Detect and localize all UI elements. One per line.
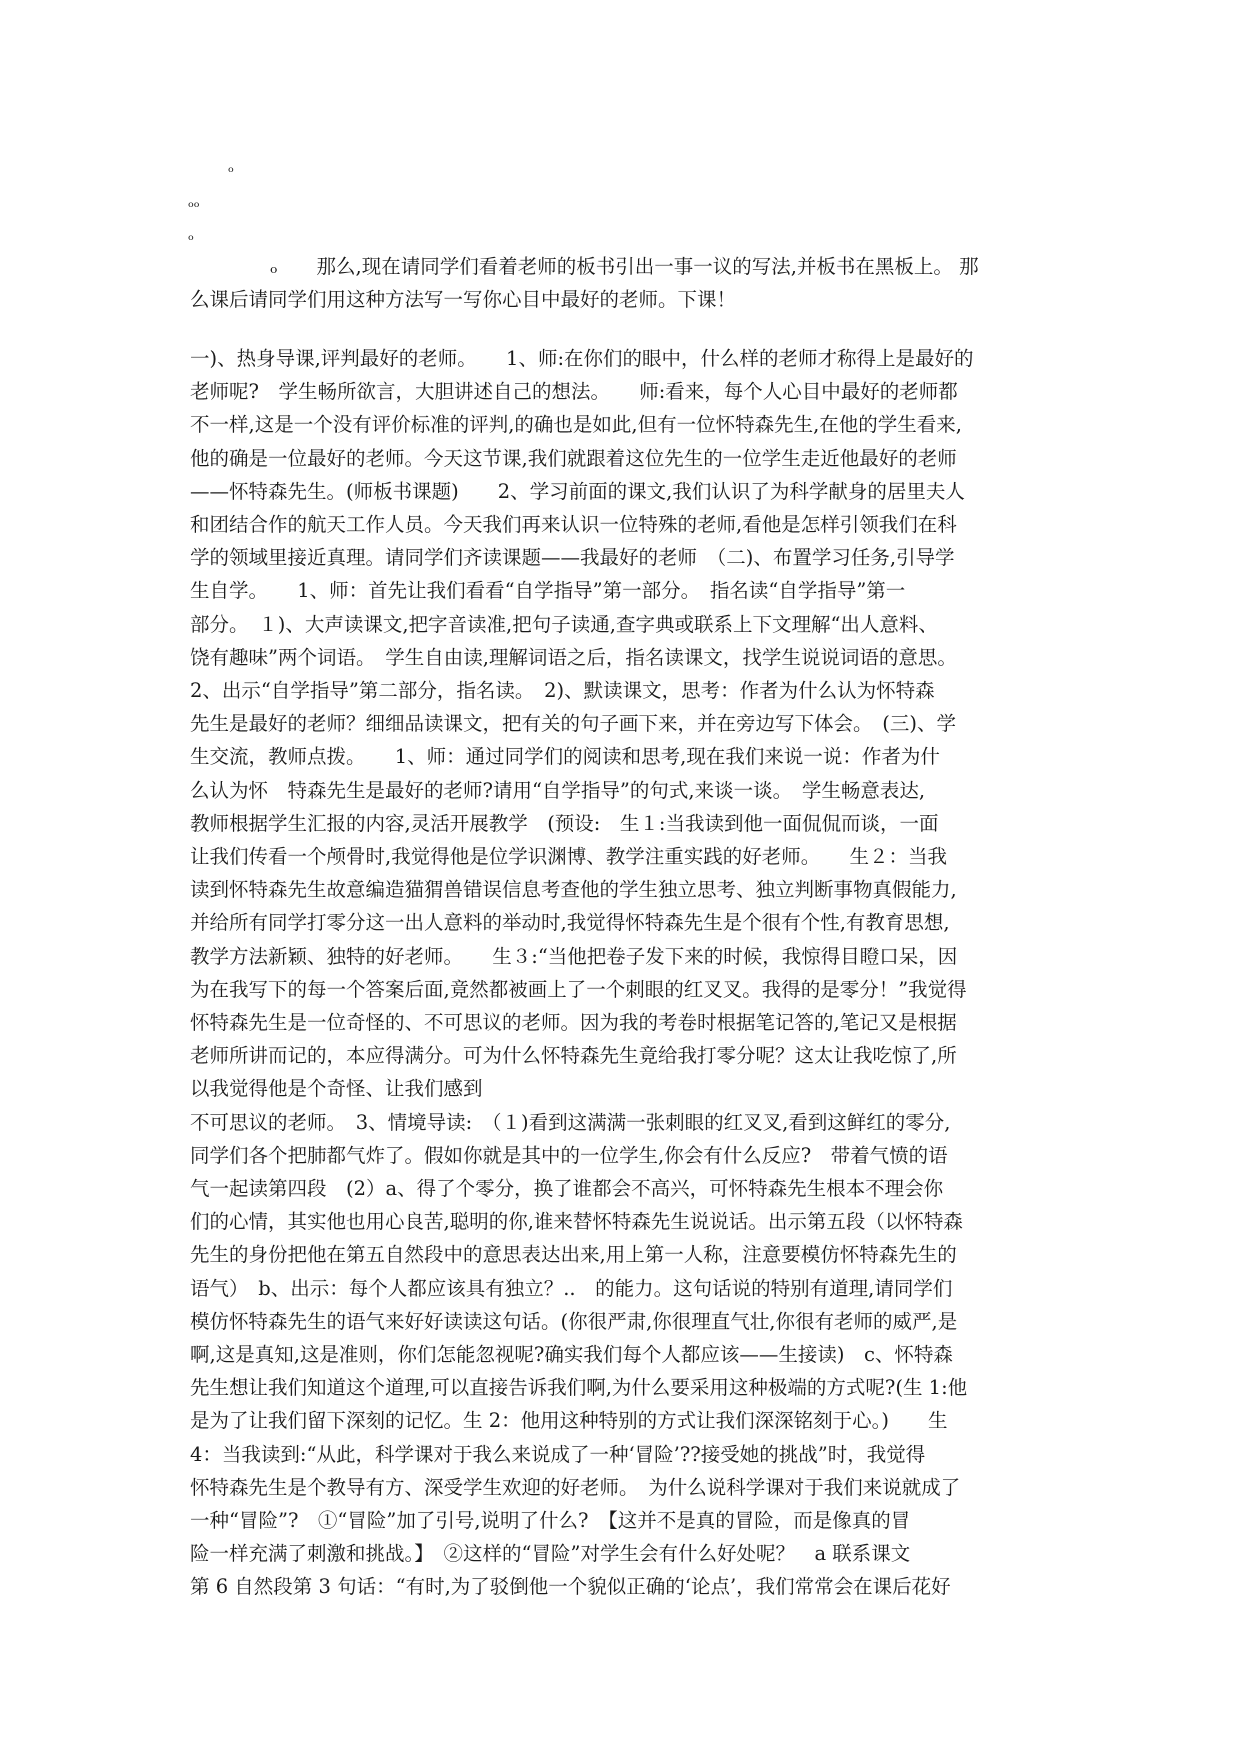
text-line: 是为了让我们留下深刻的记忆。生 2：他用这种特别的方式让我们深深铭刻于心。) 生 bbox=[190, 1409, 948, 1433]
text-line: 模仿怀特森先生的语气来好好读读这句话。(你很严肃,你很理直气壮,你很有老师的威严,是 bbox=[190, 1309, 958, 1333]
stray-mark: ₒ bbox=[188, 226, 194, 244]
text-line: 为在我写下的每一个答案后面,竟然都被画上了一个刺眼的红叉叉。我得的是零分！”我觉得 bbox=[190, 977, 967, 1001]
text-line: 教学方法新颖、独特的好老师。 生３:“当他把卷子发下来的时候，我惊得目瞪口呆，因 bbox=[190, 944, 958, 968]
text-line: 们的心情，其实他也用心良苦,聪明的你,谁来替怀特森先生说说话。出示第五段（以怀特森 bbox=[190, 1210, 963, 1234]
text-line: 他的确是一位最好的老师。今天这节课,我们就跟着这位先生的一位学生走近他最好的老师 bbox=[190, 446, 957, 470]
text-line: 语气） b、出示：每个人都应该具有独立？.. 的能力。这句话说的特别有道理,请同学们 bbox=[190, 1276, 953, 1300]
text-line: 读到怀特森先生故意编造猫猬兽错误信息考查他的学生独立思考、独立判断事物真假能力, bbox=[190, 878, 957, 902]
text-line: 老师呢? 学生畅所欲言，大胆讲述自己的想法。 师:看来，每个人心目中最好的老师都 bbox=[190, 380, 958, 404]
text-line: 不可思议的老师。 3、情境导读: （１)看到这满满一张刺眼的红叉叉,看到这鲜红的零分, bbox=[190, 1110, 951, 1134]
text-line: 教师根据学生汇报的内容,灵活开展教学 (预设: 生１:当我读到他一面侃侃而谈，一面 bbox=[190, 811, 939, 835]
text-line: ——怀特森先生。(师板书课题) 2、学习前面的课文,我们认识了为科学献身的居里夫人 bbox=[190, 479, 965, 503]
text-line: 4：当我读到:“从此，科学课对于我么来说成了一种‘冒险’??接受她的挑战”时，我觉得 bbox=[190, 1442, 926, 1466]
text-line: 一种“冒险”? ①“冒险”加了引号,说明了什么? 【这并不是真的冒险，而是像真的冒 bbox=[190, 1509, 911, 1532]
text-line: 并给所有同学打零分这一出人意料的举动时,我觉得怀特森先生是个很有个性,有教育思想, bbox=[190, 911, 950, 935]
text-line: 险一样充满了刺激和挑战。】 ②这样的“冒险”对学生会有什么好处呢？ a 联系课文 bbox=[190, 1542, 911, 1566]
text-line: 气一起读第四段 (2）a、得了个零分，换了谁都会不高兴，可怀特森先生根本不理会你 bbox=[190, 1177, 944, 1200]
text-line: 生交流，教师点拨。 1、师：通过同学们的阅读和思考,现在我们来说一说：作者为什 bbox=[190, 745, 940, 769]
text-line: 学的领域里接近真理。请同学们齐读课题——我最好的老师 （二)、布置学习任务,引导学 bbox=[190, 546, 955, 570]
text-line: ₒ 那么,现在请同学们看着老师的板书引出一事一议的写法,并板书在黑板上。 那 bbox=[270, 255, 979, 278]
text-line: 让我们传看一个颅骨时,我觉得他是位学识渊博、教学注重实践的好老师。 生２：当我 bbox=[190, 845, 947, 868]
text-line: 么课后请同学们用这种方法写一写你心目中最好的老师。下课！ bbox=[190, 288, 737, 312]
text-line: 一)、热身导课,评判最好的老师。 1、师:在你们的眼中，什么样的老师才称得上是最好的 bbox=[190, 347, 974, 370]
text-line: 同学们各个把肺都气炸了。假如你就是其中的一位学生,你会有什么反应? 带着气愤的语 bbox=[190, 1143, 948, 1167]
text-line: 先生的身份把他在第五自然段中的意思表达出来,用上第一人称，注意要模仿怀特森先生的 bbox=[190, 1243, 957, 1267]
text-line: 部分。 １)、大声读课文,把字音读准,把句子读通,查字典或联系上下文理解“出人意料、 bbox=[190, 612, 938, 636]
text-line: 先生是最好的老师？细细品读课文，把有关的句子画下来，并在旁边写下体会。 (三)、学 bbox=[190, 712, 956, 736]
text-line: 不一样,这是一个没有评价标准的评判,的确也是如此,但有一位怀特森先生,在他的学生看来, bbox=[190, 413, 962, 437]
text-line: 么认为怀 特森先生是最好的老师?请用“自学指导”的句式,来谈一谈。 学生畅意表达, bbox=[190, 778, 926, 802]
text-line: 和团结合作的航天工作人员。今天我们再来认识一位特殊的老师,看他是怎样引领我们在科 bbox=[190, 513, 957, 536]
stray-mark: ₒₒ bbox=[188, 193, 200, 211]
text-line: 先生想让我们知道这个道理,可以直接告诉我们啊,为什么要采用这种极端的方式呢?(生 1:他 bbox=[190, 1376, 968, 1400]
text-line: 第 6 自然段第 3 句话：“有时,为了驳倒他一个貌似正确的‘论点’，我们常常会在课后花好 bbox=[190, 1575, 951, 1599]
text-line: 2、出示“自学指导”第二部分，指名读。 2)、默读课文，思考：作者为什么认为怀特森 bbox=[190, 679, 935, 702]
text-line: 饶有趣味”两个词语。 学生自由读,理解词语之后，指名读课文，找学生说说词语的意思。 bbox=[190, 645, 957, 669]
text-line: 生自学。 1、师：首先让我们看看“自学指导”第一部分。 指名读“自学指导”第一 bbox=[190, 579, 906, 603]
text-line: 怀特森先生是个教导有方、深受学生欢迎的好老师。 为什么说科学课对于我们来说就成了 bbox=[190, 1475, 961, 1499]
text-line: 怀特森先生是一位奇怪的、不可思议的老师。因为我的考卷时根据笔记答的,笔记又是根据 bbox=[190, 1011, 957, 1034]
stray-mark: ₒ bbox=[228, 158, 234, 176]
text-line: 老师所讲而记的，本应得满分。可为什么怀特森先生竟给我打零分呢？这太让我吃惊了,所 bbox=[190, 1044, 957, 1068]
text-line: 啊,这是真知,这是准则，你们怎能忽视呢?确实我们每个人都应该——生接读) c、怀特森 bbox=[190, 1343, 953, 1366]
text-line: 以我觉得他是个奇怪、让我们感到 bbox=[190, 1077, 483, 1101]
